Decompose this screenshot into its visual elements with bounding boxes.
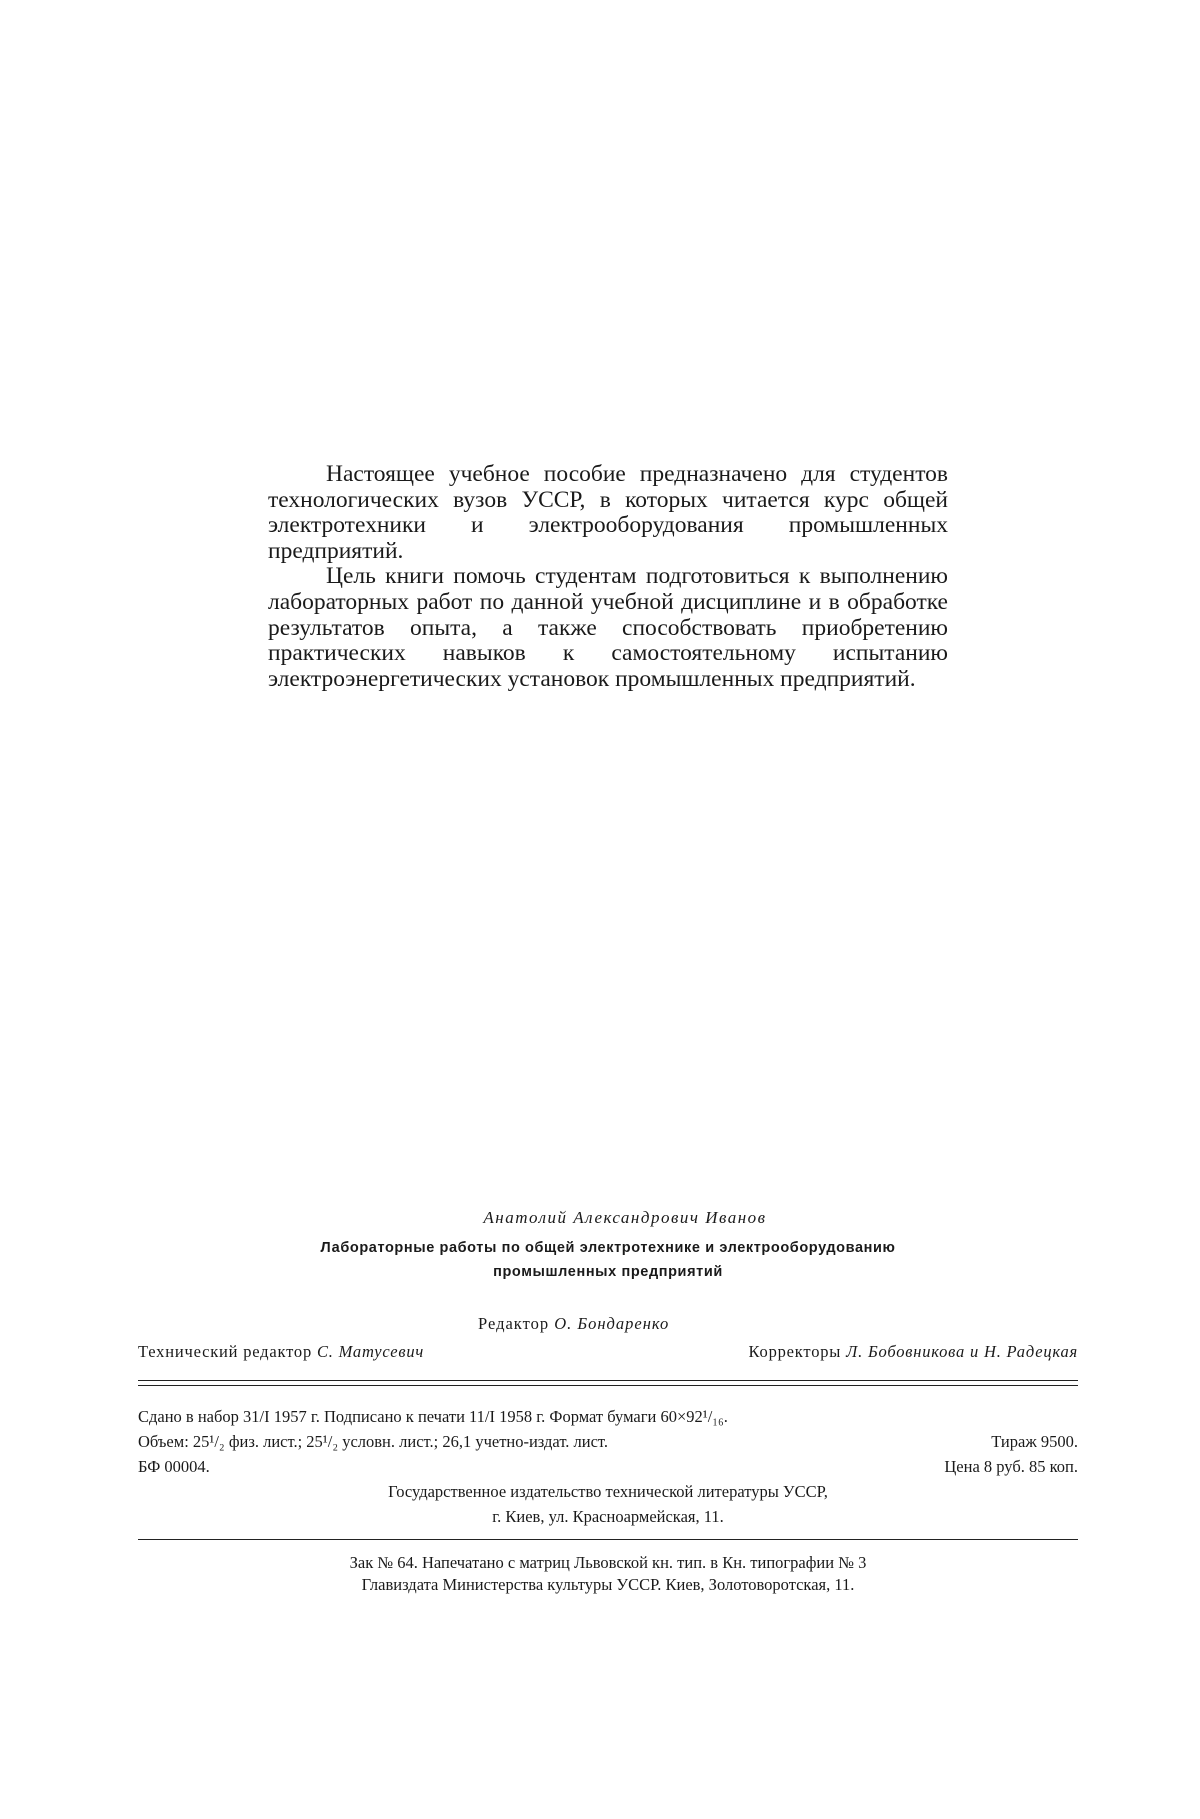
divider-bottom [138, 1539, 1078, 1540]
abstract-paragraph-2: Цель книги помочь студентам подготовиться к выполнению лабораторных работ по данной учебной дисциплине и в обработке результатов опыта, а также способствовать приобретению практических навыков к самостоятельному испытанию электроэнергетических установок промышленных предприятий. [268, 563, 948, 692]
pub-line-3 [138, 1454, 1078, 1479]
tech-editor-credit [138, 1342, 424, 1362]
colophon [138, 1208, 1078, 1596]
pub-line-2-right: Тираж 9500. [991, 1432, 1078, 1451]
publication-data [138, 1404, 1078, 1529]
pub-line-3-right: Цена 8 руб. 85 коп. [944, 1457, 1078, 1476]
editor-label: Редактор [478, 1314, 550, 1333]
abstract [268, 462, 948, 692]
publisher-line-1: Государственное издательство технической литературы УССР, [388, 1482, 828, 1501]
printer-line-1: Зак № 64. Напечатано с матриц Львовской кн. тип. в Кн. типографии № 3 [349, 1553, 867, 1572]
book-title [138, 1236, 1078, 1284]
divider-top-2 [138, 1385, 1078, 1386]
abstract-paragraph-1: Настоящее учебное пособие предназначено для студентов технологических вузов УССР, в которых читается курс общей электротехники и электрооборудования промышленных предприятий. [268, 461, 948, 564]
tech-editor-label: Технический редактор [138, 1342, 312, 1361]
pub-line-1: Сдано в набор 31/I 1957 г. Подписано к печати 11/I 1958 г. Формат бумаги 60×92¹/₁₆. [138, 1407, 728, 1426]
pub-line-3-left: БФ 00004. [138, 1457, 210, 1476]
publisher-line-2: г. Киев, ул. Красноармейская, 11. [492, 1507, 724, 1526]
correctors-names: Л. Бобовникова и Н. Радецкая [846, 1342, 1078, 1361]
book-title-line-1: Лабораторные работы по общей электротехнике и электрооборудованию [320, 1240, 896, 1256]
author-name: Анатолий Александрович Иванов [483, 1208, 767, 1227]
printer-line-2: Главиздата Министерства культуры УССР. Киев, Золотоворотская, 11. [361, 1575, 855, 1594]
tech-editor-name: С. Матусевич [316, 1342, 425, 1361]
printer-info [138, 1552, 1078, 1596]
editor-name: О. Бондаренко [554, 1314, 670, 1333]
editor-credit [138, 1314, 1078, 1334]
pub-line-2-left: Объем: 25¹/₂ физ. лист.; 25¹/₂ условн. лист.; 26,1 учетно-издат. лист. [138, 1432, 609, 1451]
correctors-credit [749, 1342, 1078, 1362]
book-title-line-2: промышленных предприятий [493, 1264, 723, 1280]
staff-credits [138, 1342, 1078, 1362]
correctors-label: Корректоры [748, 1342, 842, 1361]
divider-top [138, 1380, 1078, 1381]
pub-line-2 [138, 1429, 1078, 1454]
